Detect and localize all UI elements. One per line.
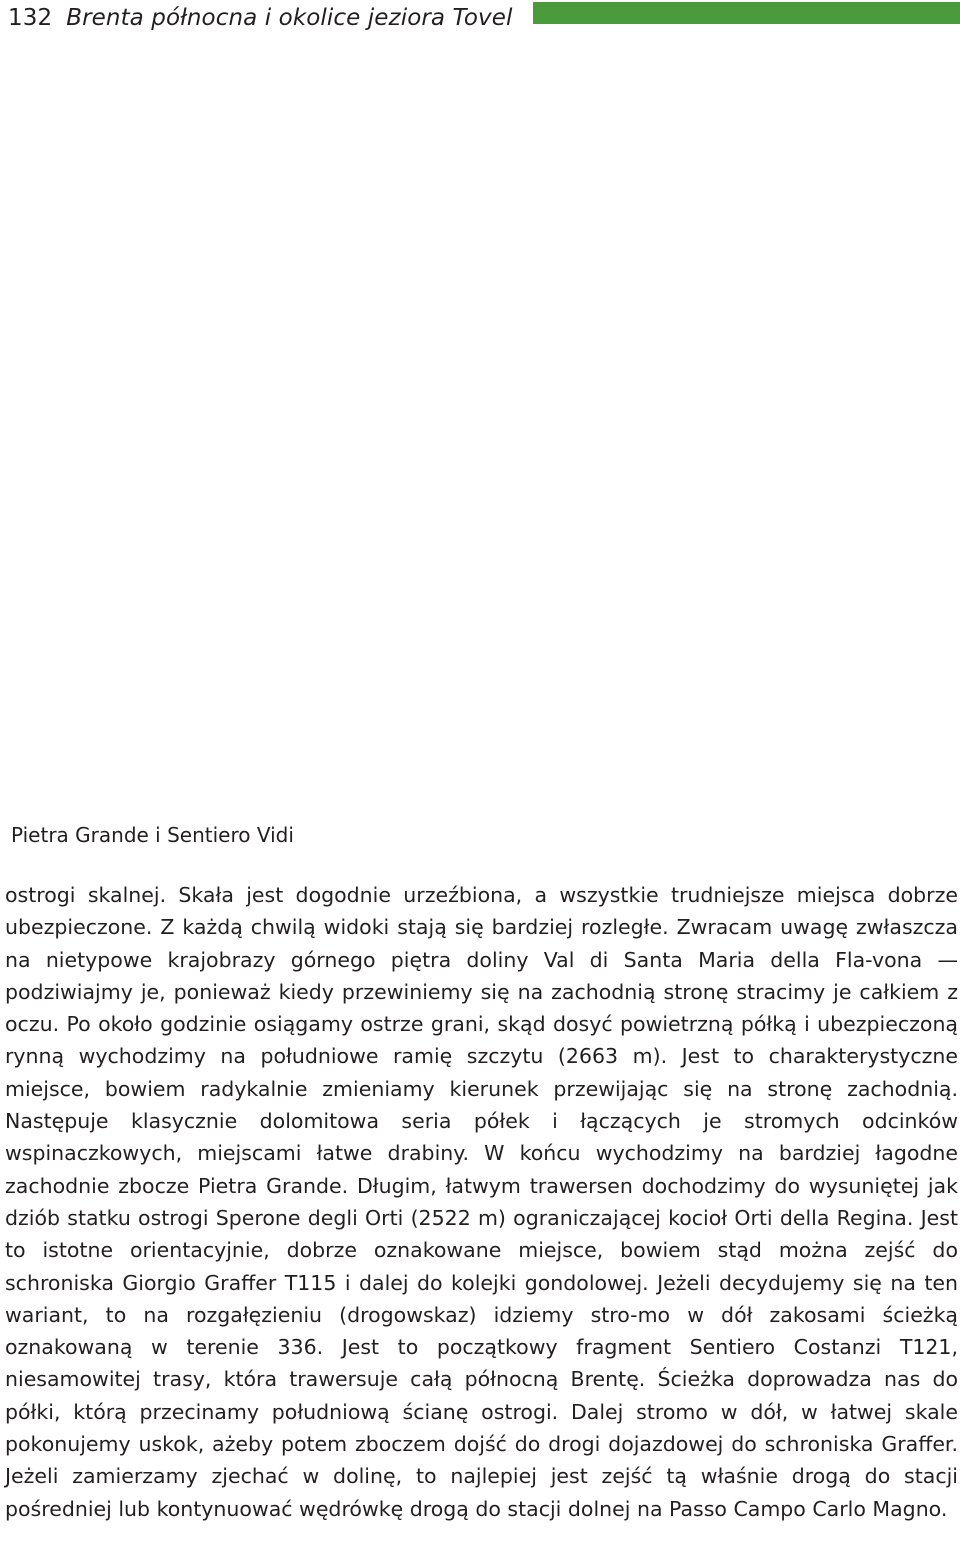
- running-title: Brenta północna i okolice jeziora Tovel: [66, 5, 513, 31]
- figure-caption: Pietra Grande i Sentiero Vidi: [11, 823, 294, 847]
- photo-placeholder: [0, 40, 960, 810]
- page-number: 132: [8, 5, 53, 31]
- header-accent-bar: [533, 2, 960, 24]
- body-paragraph: ostrogi skalnej. Skała jest dogodnie urzeźbiona, a wszystkie trudniejsze miejsca dobrze ubezpieczone. Z każdą chwilą widoki stają się bardziej rozległe. Zwracam uwagę zwłaszcza na nietypowe krajobrazy górnego piętra doliny Val di Santa Maria della Fla-vona — podziwiajmy je, ponieważ kiedy przewiniemy się na zachodnią stronę stracimy je całkiem z oczu. Po około godzinie osiągamy ostrze grani, skąd dosyć powietrzną półką i ubezpieczoną rynną wychodzimy na południowe ramię szczytu (2663 m). Jest to charakterystyczne miejsce, bowiem radykalnie zmieniamy kierunek przewijając się na stronę zachodnią. Następuje klasycznie dolomitowa seria półek i łączących je stromych odcinków wspinaczkowych, miejscami łatwe drabiny. W końcu wychodzimy na bardziej łagodne zachodnie zbocze Pietra Grande. Długim, łatwym trawersen dochodzimy do wysuniętej jak dziób statku ostrogi Sperone degli Orti (2522 m) ograniczającej kocioł Orti della Regina. Jest to istotne orientacyjnie, dobrze oznakowane miejsce, bowiem stąd można zejść do schroniska Giorgio Graffer T115 i dalej do kolejki gondolowej. Jeżeli decydujemy się na ten wariant, to na rozgałęzieniu (drogowskaz) idziemy stro-mo w dół zakosami ścieżką oznakowaną w terenie 336. Jest to początkowy fragment Sentiero Costanzi T121, niesamowitej trasy, która trawersuje całą północną Brentę. Ścieżka doprowadza nas do półki, którą przecinamy południową ścianę ostrogi. Dalej stromo w dół, w łatwej skale pokonujemy uskok, ażeby potem zboczem dojść do drogi dojazdowej do schroniska Graffer. Jeżeli zamierzamy zjechać w dolinę, to najlepiej jest zejść tą właśnie drogą do stacji pośredniej lub kontynuować wędrówkę drogą do stacji dolnej na Passo Campo Carlo Magno.: [5, 883, 958, 1521]
- running-head: [8, 2, 512, 34]
